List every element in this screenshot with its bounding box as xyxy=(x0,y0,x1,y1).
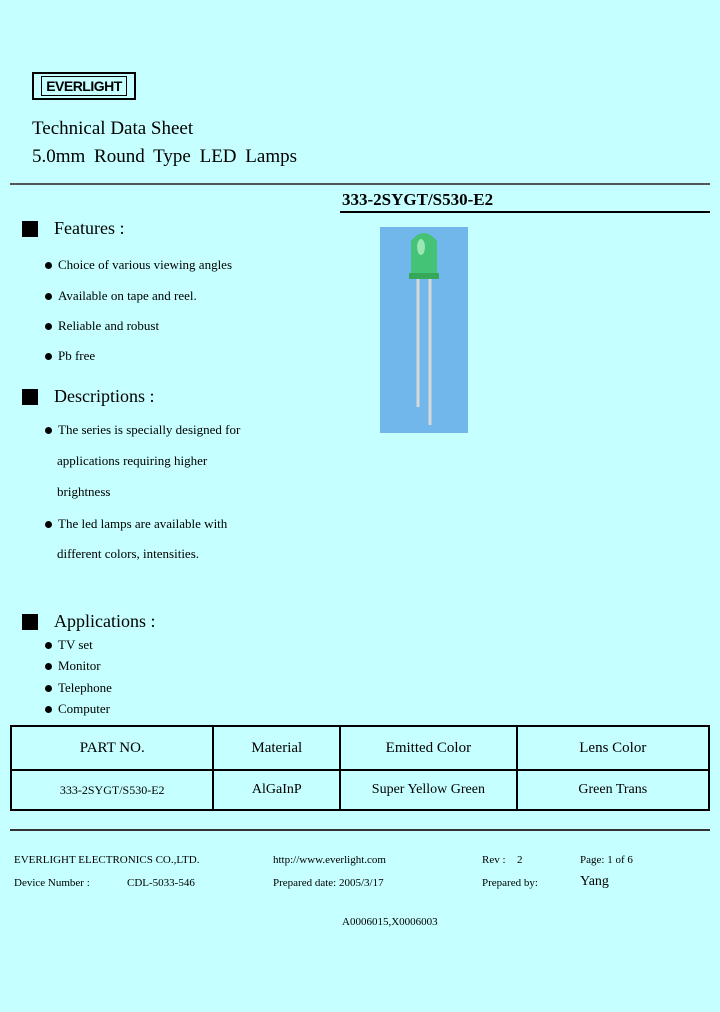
prepared-by-label: Prepared by: xyxy=(482,877,538,889)
prepared-date: Prepared date: 2005/3/17 xyxy=(273,877,384,889)
bullet-dot-icon xyxy=(45,293,52,300)
column-header: PART NO. xyxy=(11,726,213,770)
description-text: brightness xyxy=(57,484,111,499)
company-name: EVERLIGHT ELECTRONICS CO.,LTD. xyxy=(14,854,200,866)
bullet-dot-icon xyxy=(45,706,52,713)
description-text: applications requiring higher xyxy=(57,453,208,468)
revision-value: 2 xyxy=(517,854,523,866)
feature-item xyxy=(45,348,95,364)
prepared-by-value: Yang xyxy=(580,874,609,889)
header-divider xyxy=(10,183,710,185)
bullet-dot-icon xyxy=(45,427,52,434)
logo-text: EVERLIGHT xyxy=(41,76,127,96)
application-item xyxy=(45,701,110,717)
table-row xyxy=(11,770,709,810)
square-bullet-icon xyxy=(22,389,38,405)
document-title: Technical Data Sheet xyxy=(32,118,194,139)
bullet-dot-icon xyxy=(45,323,52,330)
features-heading xyxy=(22,218,124,239)
feature-item xyxy=(45,318,159,334)
bullet-dot-icon xyxy=(45,353,52,360)
device-number-value: CDL-5033-546 xyxy=(127,877,195,889)
table-cell: Super Yellow Green xyxy=(340,770,516,810)
bullet-dot-icon xyxy=(45,262,52,269)
bullet-dot-icon xyxy=(45,642,52,649)
table-cell: Green Trans xyxy=(517,770,709,810)
application-text: TV set xyxy=(58,637,93,652)
description-text: different colors, intensities. xyxy=(57,546,200,561)
description-item xyxy=(45,516,227,532)
applications-heading xyxy=(22,611,156,632)
feature-item xyxy=(45,257,232,273)
table-cell: AlGaInP xyxy=(213,770,340,810)
document-code: A0006015,X0006003 xyxy=(342,916,438,928)
feature-text: Available on tape and reel. xyxy=(58,288,197,303)
bullet-dot-icon xyxy=(45,521,52,528)
feature-item xyxy=(45,288,197,304)
company-url[interactable]: http://www.everlight.com xyxy=(273,854,386,866)
description-text: The series is specially designed for xyxy=(58,422,241,437)
descriptions-heading-text: Descriptions : xyxy=(54,386,155,406)
specification-table xyxy=(10,725,710,811)
led-product-photo xyxy=(380,227,468,433)
feature-text: Choice of various viewing angles xyxy=(58,257,233,272)
description-text: The led lamps are available with xyxy=(58,516,228,531)
page-indicator: Page: 1 of 6 xyxy=(580,854,633,866)
feature-text: Reliable and robust xyxy=(58,318,160,333)
table-header-row xyxy=(11,726,709,770)
bullet-dot-icon xyxy=(45,685,52,692)
part-number-title: 333-2SYGT/S530-E2 xyxy=(342,190,494,209)
everlight-logo xyxy=(32,72,136,100)
square-bullet-icon xyxy=(22,221,38,237)
led-lamp-illustration xyxy=(380,227,468,433)
application-item xyxy=(45,637,93,653)
column-header: Lens Color xyxy=(517,726,709,770)
description-item xyxy=(45,422,240,438)
applications-heading-text: Applications : xyxy=(54,611,156,631)
column-header: Material xyxy=(213,726,340,770)
table-cell: 333-2SYGT/S530-E2 xyxy=(11,770,213,810)
application-text: Computer xyxy=(58,701,110,716)
feature-text: Pb free xyxy=(58,348,96,363)
application-item xyxy=(45,658,101,674)
document-subtitle: 5.0mm Round Type LED Lamps xyxy=(32,146,297,167)
part-number-underline xyxy=(340,211,710,213)
revision-label: Rev : xyxy=(482,854,506,866)
column-header: Emitted Color xyxy=(340,726,516,770)
footer-divider xyxy=(10,829,710,831)
application-text: Monitor xyxy=(58,658,101,673)
device-number-label: Device Number : xyxy=(14,877,90,889)
application-text: Telephone xyxy=(58,680,112,695)
features-heading-text: Features : xyxy=(54,218,125,238)
bullet-dot-icon xyxy=(45,663,52,670)
descriptions-heading xyxy=(22,386,155,407)
application-item xyxy=(45,680,112,696)
square-bullet-icon xyxy=(22,614,38,630)
